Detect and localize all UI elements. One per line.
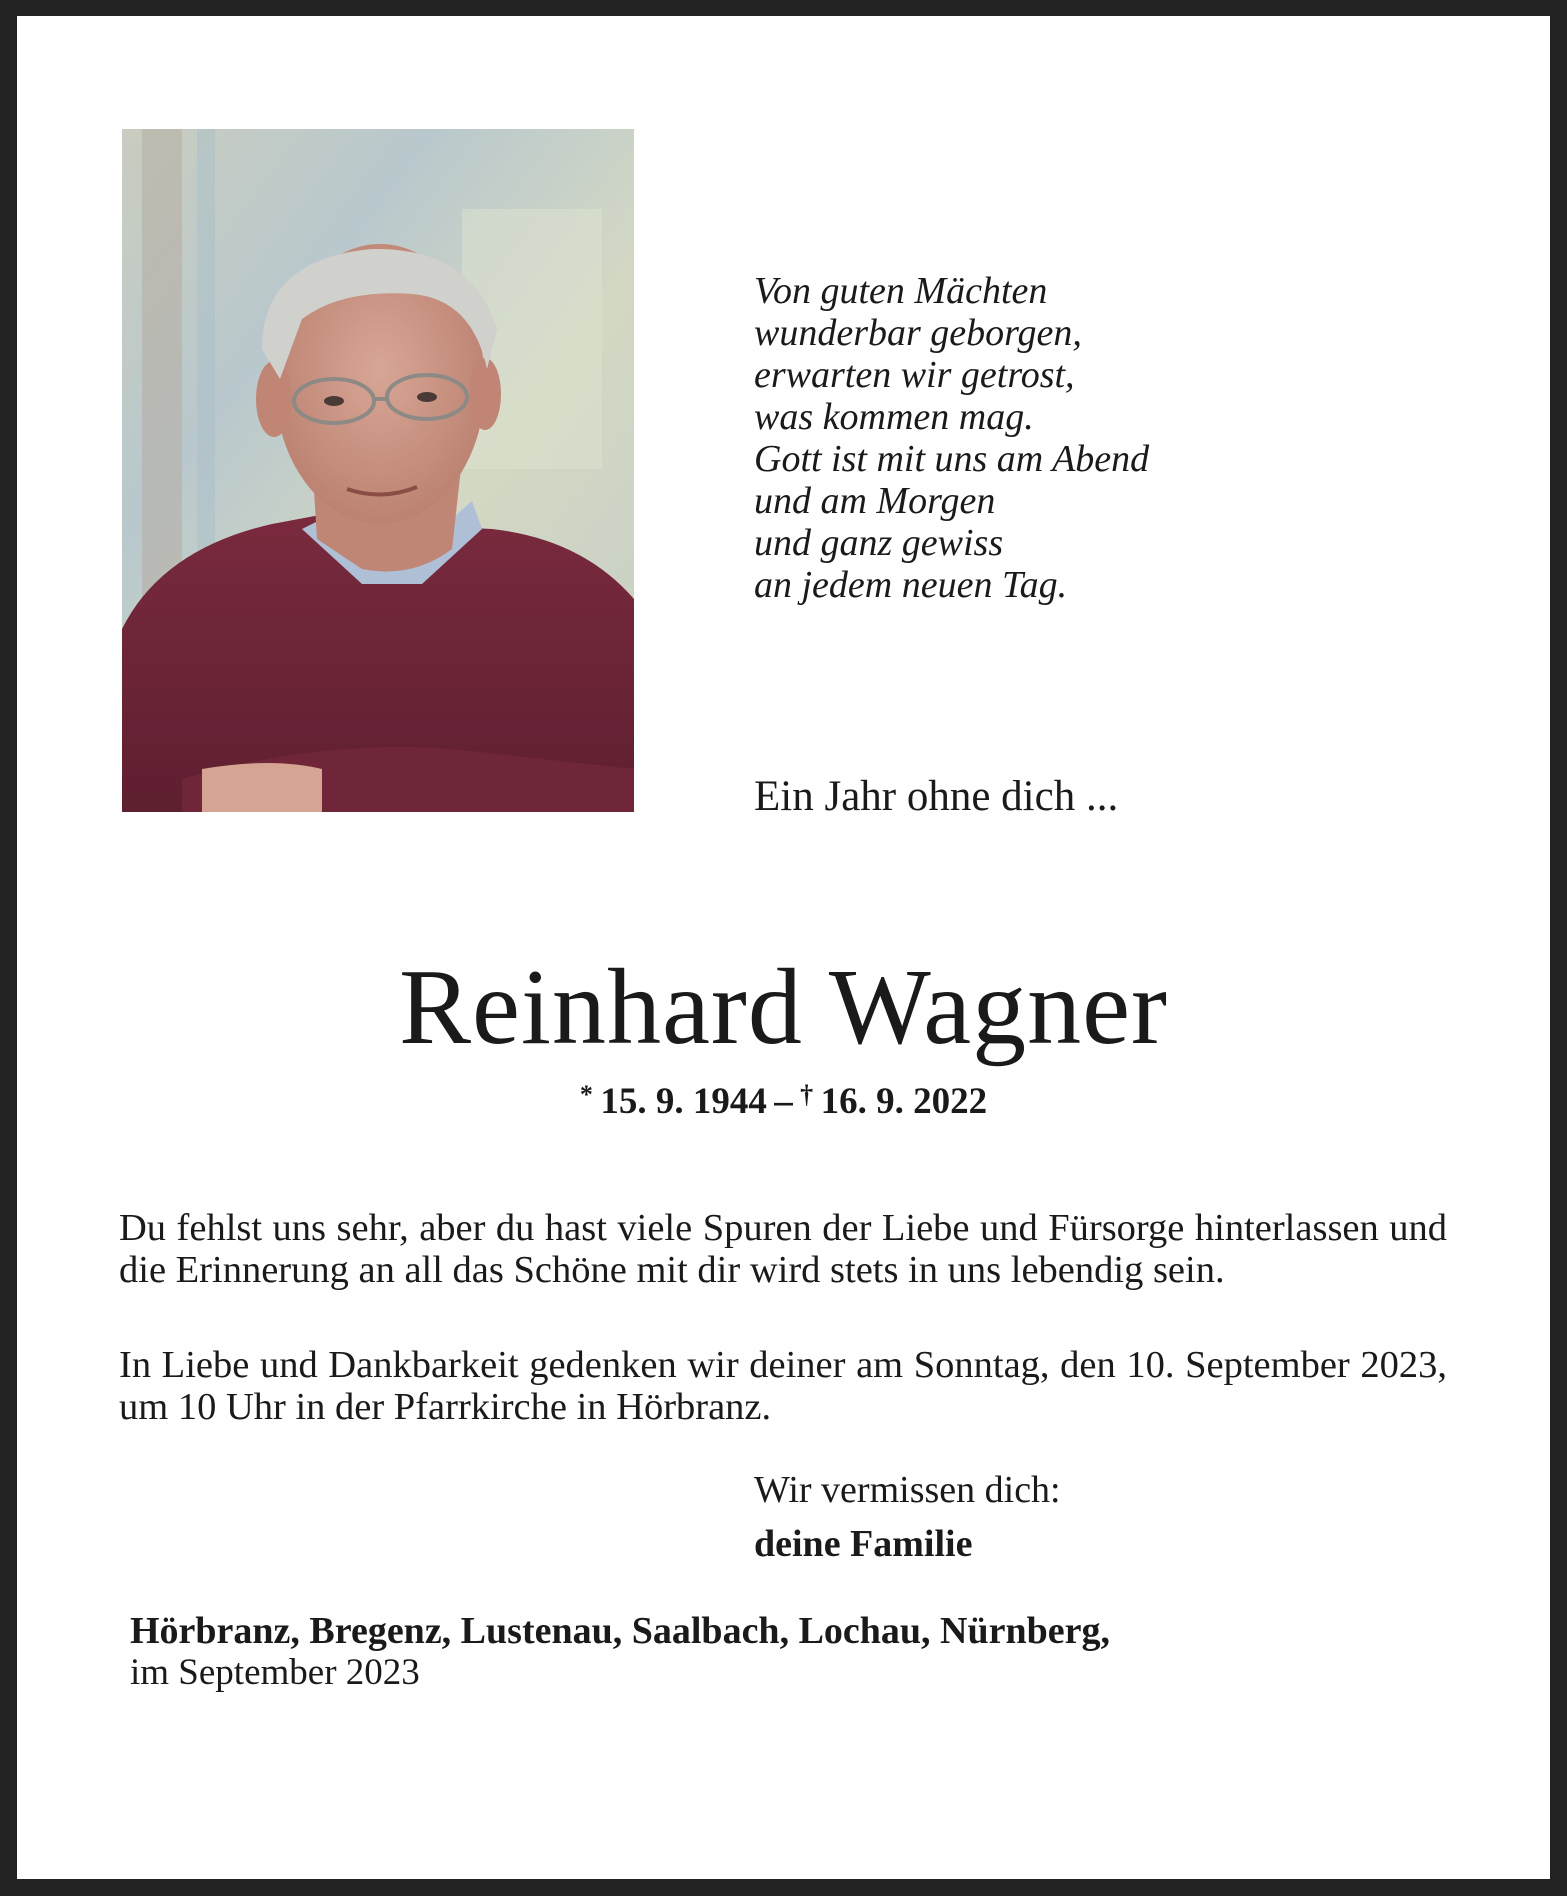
life-dates: [0, 1080, 1567, 1124]
poem: [754, 270, 1149, 606]
poem-line: Gott ist mit uns am Abend: [754, 438, 1150, 480]
signature-family: deine Familie: [754, 1523, 973, 1565]
signature-intro: Wir vermissen dich:: [754, 1469, 1061, 1511]
poem-line: an jedem neuen Tag.: [754, 564, 1068, 606]
poem-line: erwarten wir getrost,: [754, 354, 1075, 396]
poem-line: und ganz gewiss: [754, 522, 1004, 564]
date-line: im September 2023: [130, 1652, 420, 1693]
tribute-paragraph: Du fehlst uns sehr, aber du hast viele Spuren der Liebe und Fürsorge hinterlassen und die Erinnerung an all das Schöne mit dir wird stets in uns lebendig sein.: [119, 1207, 1447, 1291]
birth-date: 15. 9. 1944: [600, 1081, 767, 1122]
anniversary-headline: Ein Jahr ohne dich ...: [754, 773, 1119, 820]
date-separator: –: [774, 1081, 793, 1122]
portrait-icon: [122, 129, 634, 812]
poem-line: Von guten Mächten: [754, 270, 1048, 312]
death-symbol: †: [800, 1080, 814, 1109]
portrait-photo: [122, 129, 634, 812]
poem-line: wunderbar geborgen,: [754, 312, 1082, 354]
poem-line: was kommen mag.: [754, 396, 1034, 438]
birth-symbol: *: [579, 1080, 593, 1109]
places-line: Hörbranz, Bregenz, Lustenau, Saalbach, Lochau, Nürnberg,: [130, 1610, 1110, 1652]
death-date: 16. 9. 2022: [820, 1081, 988, 1122]
poem-line: und am Morgen: [754, 480, 996, 522]
deceased-name: Reinhard Wagner: [398, 948, 1169, 1067]
service-paragraph: In Liebe und Dankbarkeit gedenken wir deiner am Sonntag, den 10. September 2023, um 10 Uhr in der Pfarrkirche in Hörbranz.: [119, 1344, 1447, 1428]
